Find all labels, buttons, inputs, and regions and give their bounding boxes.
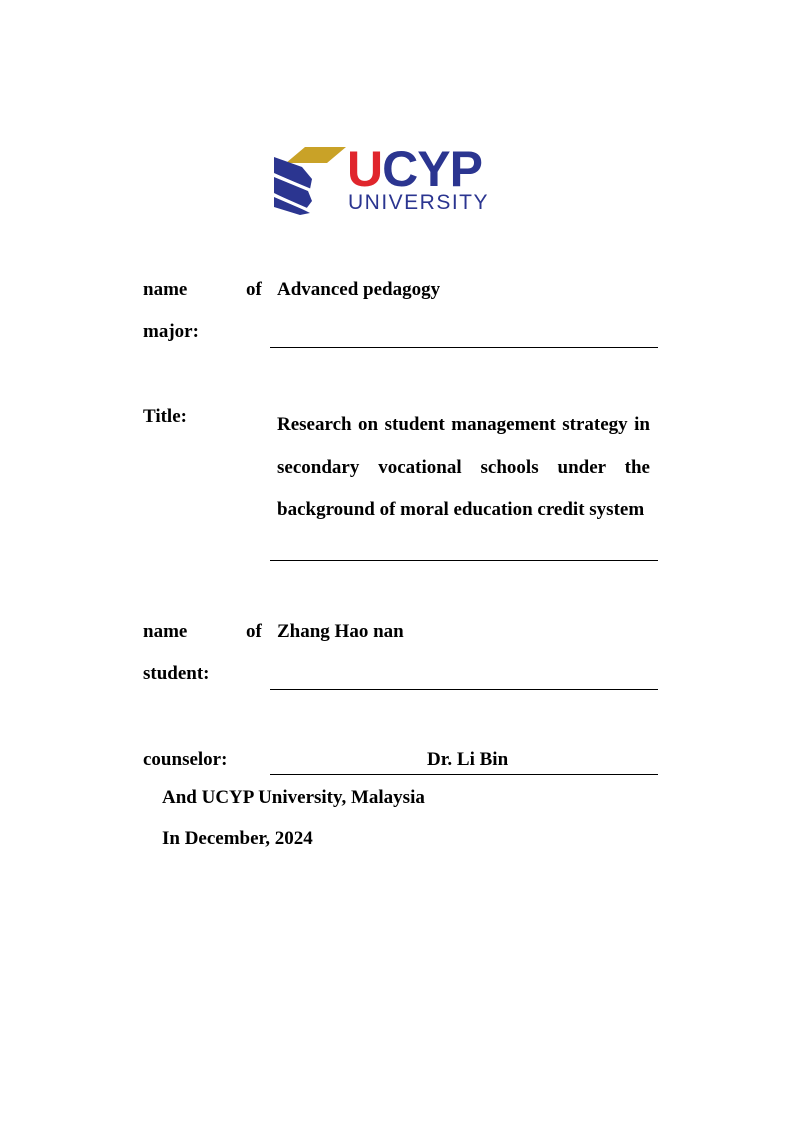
major-underline — [270, 347, 658, 348]
title-underline — [270, 560, 658, 561]
logo-brand-text: UCYP — [347, 141, 482, 197]
title-value: Research on student management strategy in secondary vocational schools under the background of moral education credit system — [277, 414, 650, 520]
student-label-of: of — [246, 621, 262, 642]
university-logo — [272, 143, 522, 217]
counselor-underline — [270, 774, 658, 775]
date-line: In December, 2024 — [162, 828, 313, 849]
major-label-major: major: — [143, 321, 199, 342]
student-label-student: student: — [143, 663, 210, 684]
institution-line: And UCYP University, Malaysia — [162, 787, 425, 808]
ucyp-wing-icon — [272, 143, 352, 217]
title-label: Title: — [143, 406, 187, 427]
logo-subtitle: UNIVERSITY — [348, 191, 490, 214]
counselor-label: counselor: — [143, 749, 228, 770]
student-label-name: name — [143, 621, 188, 642]
major-label-of: of — [246, 279, 262, 300]
student-underline — [270, 689, 658, 690]
student-value: Zhang Hao nan — [277, 621, 404, 642]
major-value: Advanced pedagogy — [277, 279, 441, 300]
major-label-name: name — [143, 279, 188, 300]
counselor-value: Dr. Li Bin — [427, 749, 509, 770]
